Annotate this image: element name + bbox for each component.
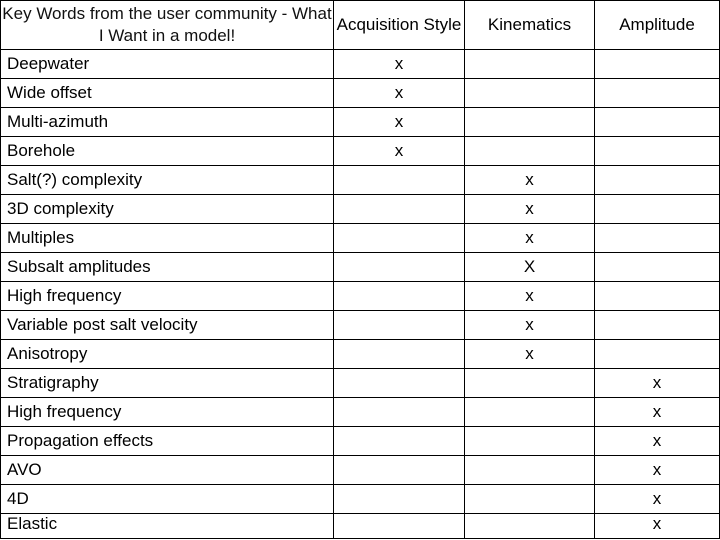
row-keyword: Borehole xyxy=(1,137,334,166)
kinematics-mark: X xyxy=(465,253,595,282)
header-keywords: Key Words from the user community - What I Want in a model! xyxy=(1,1,334,50)
acquisition-style-mark: x xyxy=(334,50,465,79)
table-row xyxy=(1,398,720,427)
table-row xyxy=(1,79,720,108)
amplitude-mark xyxy=(595,253,720,282)
amplitude-mark: x xyxy=(595,369,720,398)
acquisition-style-mark: x xyxy=(334,108,465,137)
row-keyword: Elastic xyxy=(1,514,334,539)
acquisition-style-mark xyxy=(334,485,465,514)
kinematics-mark xyxy=(465,137,595,166)
amplitude-mark: x xyxy=(595,456,720,485)
amplitude-mark: x xyxy=(595,514,720,539)
kinematics-mark xyxy=(465,514,595,539)
table-row xyxy=(1,485,720,514)
kinematics-mark xyxy=(465,108,595,137)
row-keyword: High frequency xyxy=(1,398,334,427)
table-row xyxy=(1,166,720,195)
amplitude-mark: x xyxy=(595,427,720,456)
row-keyword: Multiples xyxy=(1,224,334,253)
row-keyword: 3D complexity xyxy=(1,195,334,224)
amplitude-mark xyxy=(595,195,720,224)
amplitude-mark xyxy=(595,108,720,137)
acquisition-style-mark xyxy=(334,311,465,340)
kinematics-mark: x xyxy=(465,195,595,224)
kinematics-mark xyxy=(465,427,595,456)
amplitude-mark xyxy=(595,311,720,340)
table-row xyxy=(1,108,720,137)
header-kinematics: Kinematics xyxy=(465,1,595,50)
table-row xyxy=(1,340,720,369)
amplitude-mark xyxy=(595,282,720,311)
table-row xyxy=(1,311,720,340)
table-row xyxy=(1,282,720,311)
row-keyword: 4D xyxy=(1,485,334,514)
kinematics-mark: x xyxy=(465,311,595,340)
kinematics-mark xyxy=(465,485,595,514)
acquisition-style-mark xyxy=(334,369,465,398)
acquisition-style-mark xyxy=(334,514,465,539)
amplitude-mark xyxy=(595,137,720,166)
table-row xyxy=(1,427,720,456)
acquisition-style-mark: x xyxy=(334,137,465,166)
row-keyword: Wide offset xyxy=(1,79,334,108)
row-keyword: Anisotropy xyxy=(1,340,334,369)
table-row xyxy=(1,253,720,282)
kinematics-mark xyxy=(465,456,595,485)
kinematics-mark xyxy=(465,369,595,398)
acquisition-style-mark xyxy=(334,340,465,369)
table-body xyxy=(1,50,720,539)
acquisition-style-mark xyxy=(334,224,465,253)
kinematics-mark xyxy=(465,79,595,108)
row-keyword: Deepwater xyxy=(1,50,334,79)
acquisition-style-mark xyxy=(334,427,465,456)
kinematics-mark xyxy=(465,398,595,427)
acquisition-style-mark xyxy=(334,282,465,311)
header-row xyxy=(1,1,720,50)
amplitude-mark xyxy=(595,166,720,195)
row-keyword: Subsalt amplitudes xyxy=(1,253,334,282)
amplitude-mark xyxy=(595,224,720,253)
amplitude-mark xyxy=(595,340,720,369)
row-keyword: AVO xyxy=(1,456,334,485)
acquisition-style-mark xyxy=(334,195,465,224)
table-row xyxy=(1,224,720,253)
acquisition-style-mark: x xyxy=(334,79,465,108)
table-row xyxy=(1,195,720,224)
kinematics-mark: x xyxy=(465,166,595,195)
kinematics-mark: x xyxy=(465,282,595,311)
amplitude-mark xyxy=(595,79,720,108)
header-amplitude: Amplitude xyxy=(595,1,720,50)
amplitude-mark: x xyxy=(595,398,720,427)
table-row xyxy=(1,137,720,166)
row-keyword: Salt(?) complexity xyxy=(1,166,334,195)
row-keyword: Multi-azimuth xyxy=(1,108,334,137)
table-row xyxy=(1,369,720,398)
row-keyword: Propagation effects xyxy=(1,427,334,456)
table-row xyxy=(1,50,720,79)
row-keyword: Variable post salt velocity xyxy=(1,311,334,340)
acquisition-style-mark xyxy=(334,398,465,427)
acquisition-style-mark xyxy=(334,166,465,195)
row-keyword: Stratigraphy xyxy=(1,369,334,398)
amplitude-mark xyxy=(595,50,720,79)
acquisition-style-mark xyxy=(334,253,465,282)
header-acquisition-style: Acquisition Style xyxy=(334,1,465,50)
kinematics-mark: x xyxy=(465,340,595,369)
table-row xyxy=(1,514,720,539)
amplitude-mark: x xyxy=(595,485,720,514)
kinematics-mark: x xyxy=(465,224,595,253)
kinematics-mark xyxy=(465,50,595,79)
table-row xyxy=(1,456,720,485)
row-keyword: High frequency xyxy=(1,282,334,311)
acquisition-style-mark xyxy=(334,456,465,485)
